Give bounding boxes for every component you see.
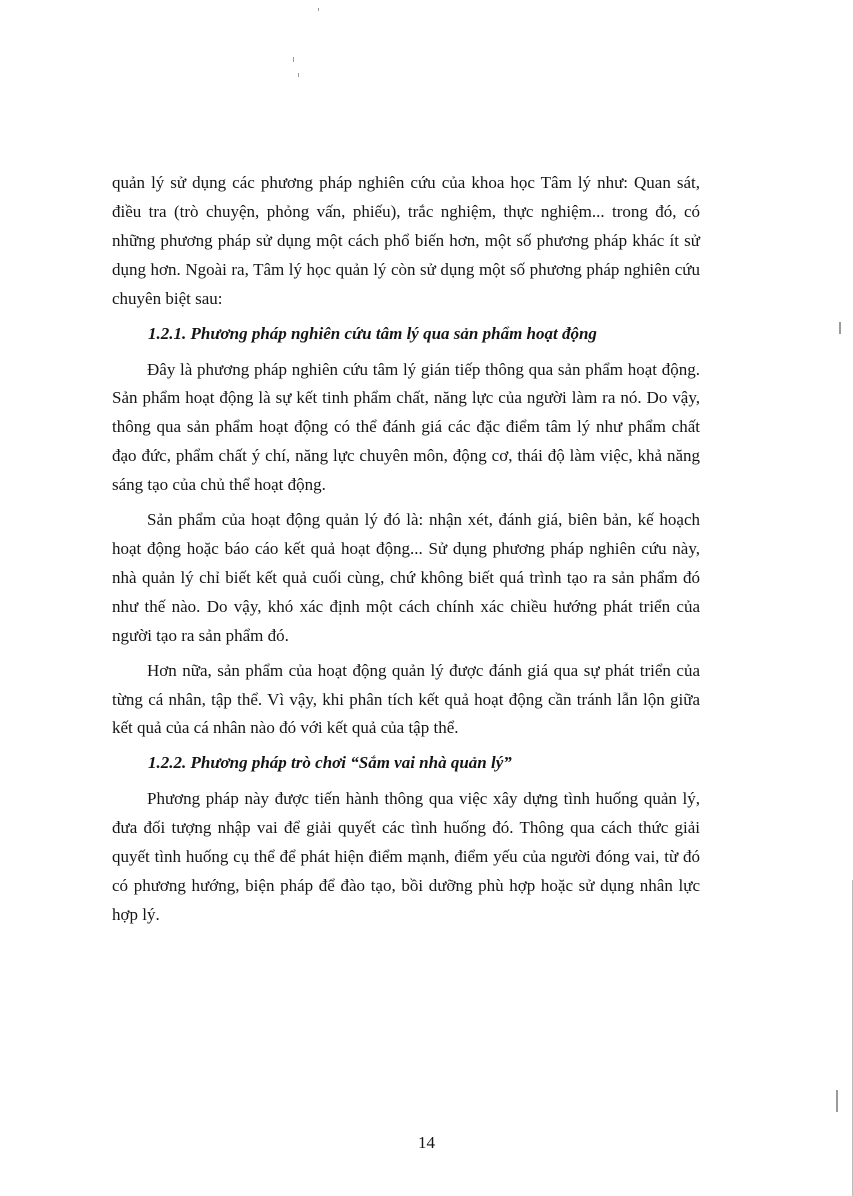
section-heading-1-2-2: 1.2.2. Phương pháp trò chơi “Sắm vai nhà quản lý” bbox=[148, 753, 512, 773]
section-heading-1-2-1: 1.2.1. Phương pháp nghiên cứu tâm lý qua sản phẩm hoạt động bbox=[148, 323, 597, 343]
scan-speck bbox=[836, 1090, 838, 1112]
paragraph: Đây là phương pháp nghiên cứu tâm lý gián tiếp thông qua sản phẩm hoạt động. Sản phẩm hoạt động là sự kết tinh phẩm chất, năng lực của người làm ra nó. Do vậy, thông qua sản phẩm hoạt động có thể đánh giá các đặc điểm tâm lý như phẩm chất đạo đức, phẩm chất ý chí, năng lực chuyên môn, động cơ, thái độ làm việc, khả năng sáng tạo của chủ thể hoạt động. bbox=[112, 359, 700, 495]
paragraph: Phương pháp này được tiến hành thông qua việc xây dựng tình huống quản lý, đưa đối tượng nhập vai để giải quyết các tình huống đó. Thông qua cách thức giải quyết tình huống cụ thể để phát hiện điểm mạnh, điểm yếu của người đóng vai, từ đó có phương hướng, biện pháp để đào tạo, bồi dưỡng phù hợp hoặc sử dụng nhân lực hợp lý. bbox=[112, 789, 700, 924]
paragraph: Sản phẩm của hoạt động quản lý đó là: nhận xét, đánh giá, biên bản, kế hoạch hoạt động hoặc báo cáo kết quả hoạt động... Sử dụng phương pháp nghiên cứu này, nhà quản lý chỉ biết kết quả cuối cùng, chứ không biết quá trình tạo ra sản phẩm đó như thế nào. Do vậy, khó xác định một cách chính xác chiều hướng phát triển của người tạo ra sản phẩm đó. bbox=[112, 510, 700, 645]
paragraph: Hơn nữa, sản phẩm của hoạt động quản lý được đánh giá qua sự phát triển của từng cá nhân, tập thể. Vì vậy, khi phân tích kết quả hoạt động cần tránh lẫn lộn giữa kết quả của cá nhân nào đó với kết quả của tập thể. bbox=[112, 660, 700, 738]
body-text bbox=[112, 169, 700, 930]
scan-speck bbox=[839, 322, 841, 334]
page-number: 14 bbox=[418, 1133, 435, 1152]
paragraph-intro: quản lý sử dụng các phương pháp nghiên cứu của khoa học Tâm lý như: Quan sát, điều tra (trò chuyện, phỏng vấn, phiếu), trắc nghiệm, thực nghiệm... trong đó, có những phương pháp sử dụng một cách phổ biến hơn, một số phương pháp khác ít sử dụng hơn. Ngoài ra, Tâm lý học quản lý còn sử dụng một số phương pháp nghiên cứu chuyên biệt sau: bbox=[112, 173, 700, 308]
scan-speck bbox=[293, 57, 294, 62]
scan-speck bbox=[318, 8, 319, 11]
scan-speck bbox=[298, 73, 299, 77]
